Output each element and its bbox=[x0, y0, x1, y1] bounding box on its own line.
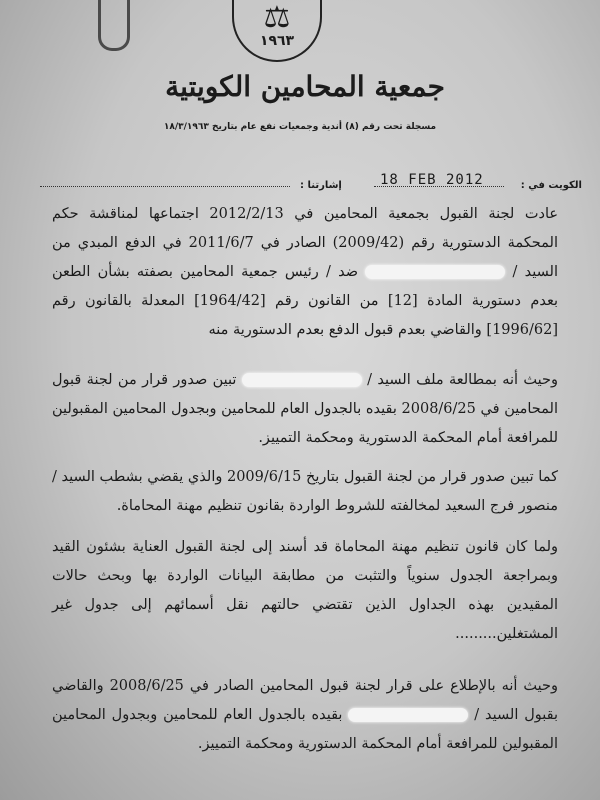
place-label: الكويت في : bbox=[520, 180, 582, 191]
seal-year: ١٩٦٣ bbox=[259, 33, 295, 49]
reference-dotted-line bbox=[40, 186, 290, 187]
registration-line: مسجلة تحت رقم (٨) أندية وجمعيات نفع عام بتاريخ ١٨/٣/١٩٦٣ bbox=[163, 122, 437, 132]
paragraph-4: ولما كان قانون تنظيم مهنة المحاماة قد أسند إلى لجنة القبول العناية بشئون القيد وبمراجعة الجدول سنوياً والتثبت من مطابقة البيانات الواردة بها وبحث حالات المقيدين بهذه الجداول الذين تقتضي حالتهم نقل أسمائهم إلى جدول غير المشتغلين......... bbox=[52, 539, 558, 642]
paper-clip bbox=[98, 0, 130, 51]
redacted-name bbox=[348, 708, 468, 722]
association-seal bbox=[232, 0, 322, 62]
paragraph-5: وحيث أنه بالإطلاع على قرار لجنة قبول المحامين الصادر في 2008/6/25 والقاضي بقبول السيد / بقيده بالجدول العام للمحامين وبجدول المحامين المقبولين للمرافعة أمام المحكمة الدستورية ومحكمة التمييز. bbox=[52, 678, 559, 752]
reference-label: إشارتنا : bbox=[300, 180, 342, 191]
redacted-name bbox=[242, 373, 362, 387]
paragraph-2: وحيث أنه بمطالعة ملف السيد / تبين صدور قرار من لجنة قبول المحامين في 2008/6/25 بقيده بالجدول العام للمحامين وبجدول المحامين المقبولين للمرافعة أمام المحكمة الدستورية ومحكمة التمييز. bbox=[52, 372, 559, 446]
redacted-name bbox=[365, 265, 505, 279]
paragraph-3: كما تبين صدور قرار من لجنة القبول بتاريخ 2009/6/15 والذي يقضي بشطب السيد / منصور فرج السعيد لمخالفته للشروط الواردة بقانون تنظيم مهنة المحاماة. bbox=[52, 469, 558, 514]
paragraph-1: عادت لجنة القبول بجمعية المحامين في 2012/2/13 اجتماعها لمناقشة حكم المحكمة الدستورية رقم (2009/42) الصادر في 2011/6/7 في الدفع المبدي من السيد / ضد / رئيس جمعية المحامين بصفته بشأن الطعن بعدم دستورية المادة [12] من القانون رقم [1964/42] المعدلة بالقانون رقم [1996/62] والقاضي بعدم قبول الدفع بعدم الدستورية منه bbox=[52, 206, 559, 338]
date-stamp: 18 FEB 2012 bbox=[380, 172, 484, 188]
scales-of-justice-icon: ⚖ bbox=[263, 0, 291, 35]
date-dotted-line bbox=[374, 186, 504, 187]
association-name: جمعية المحامين الكويتية bbox=[165, 70, 445, 103]
